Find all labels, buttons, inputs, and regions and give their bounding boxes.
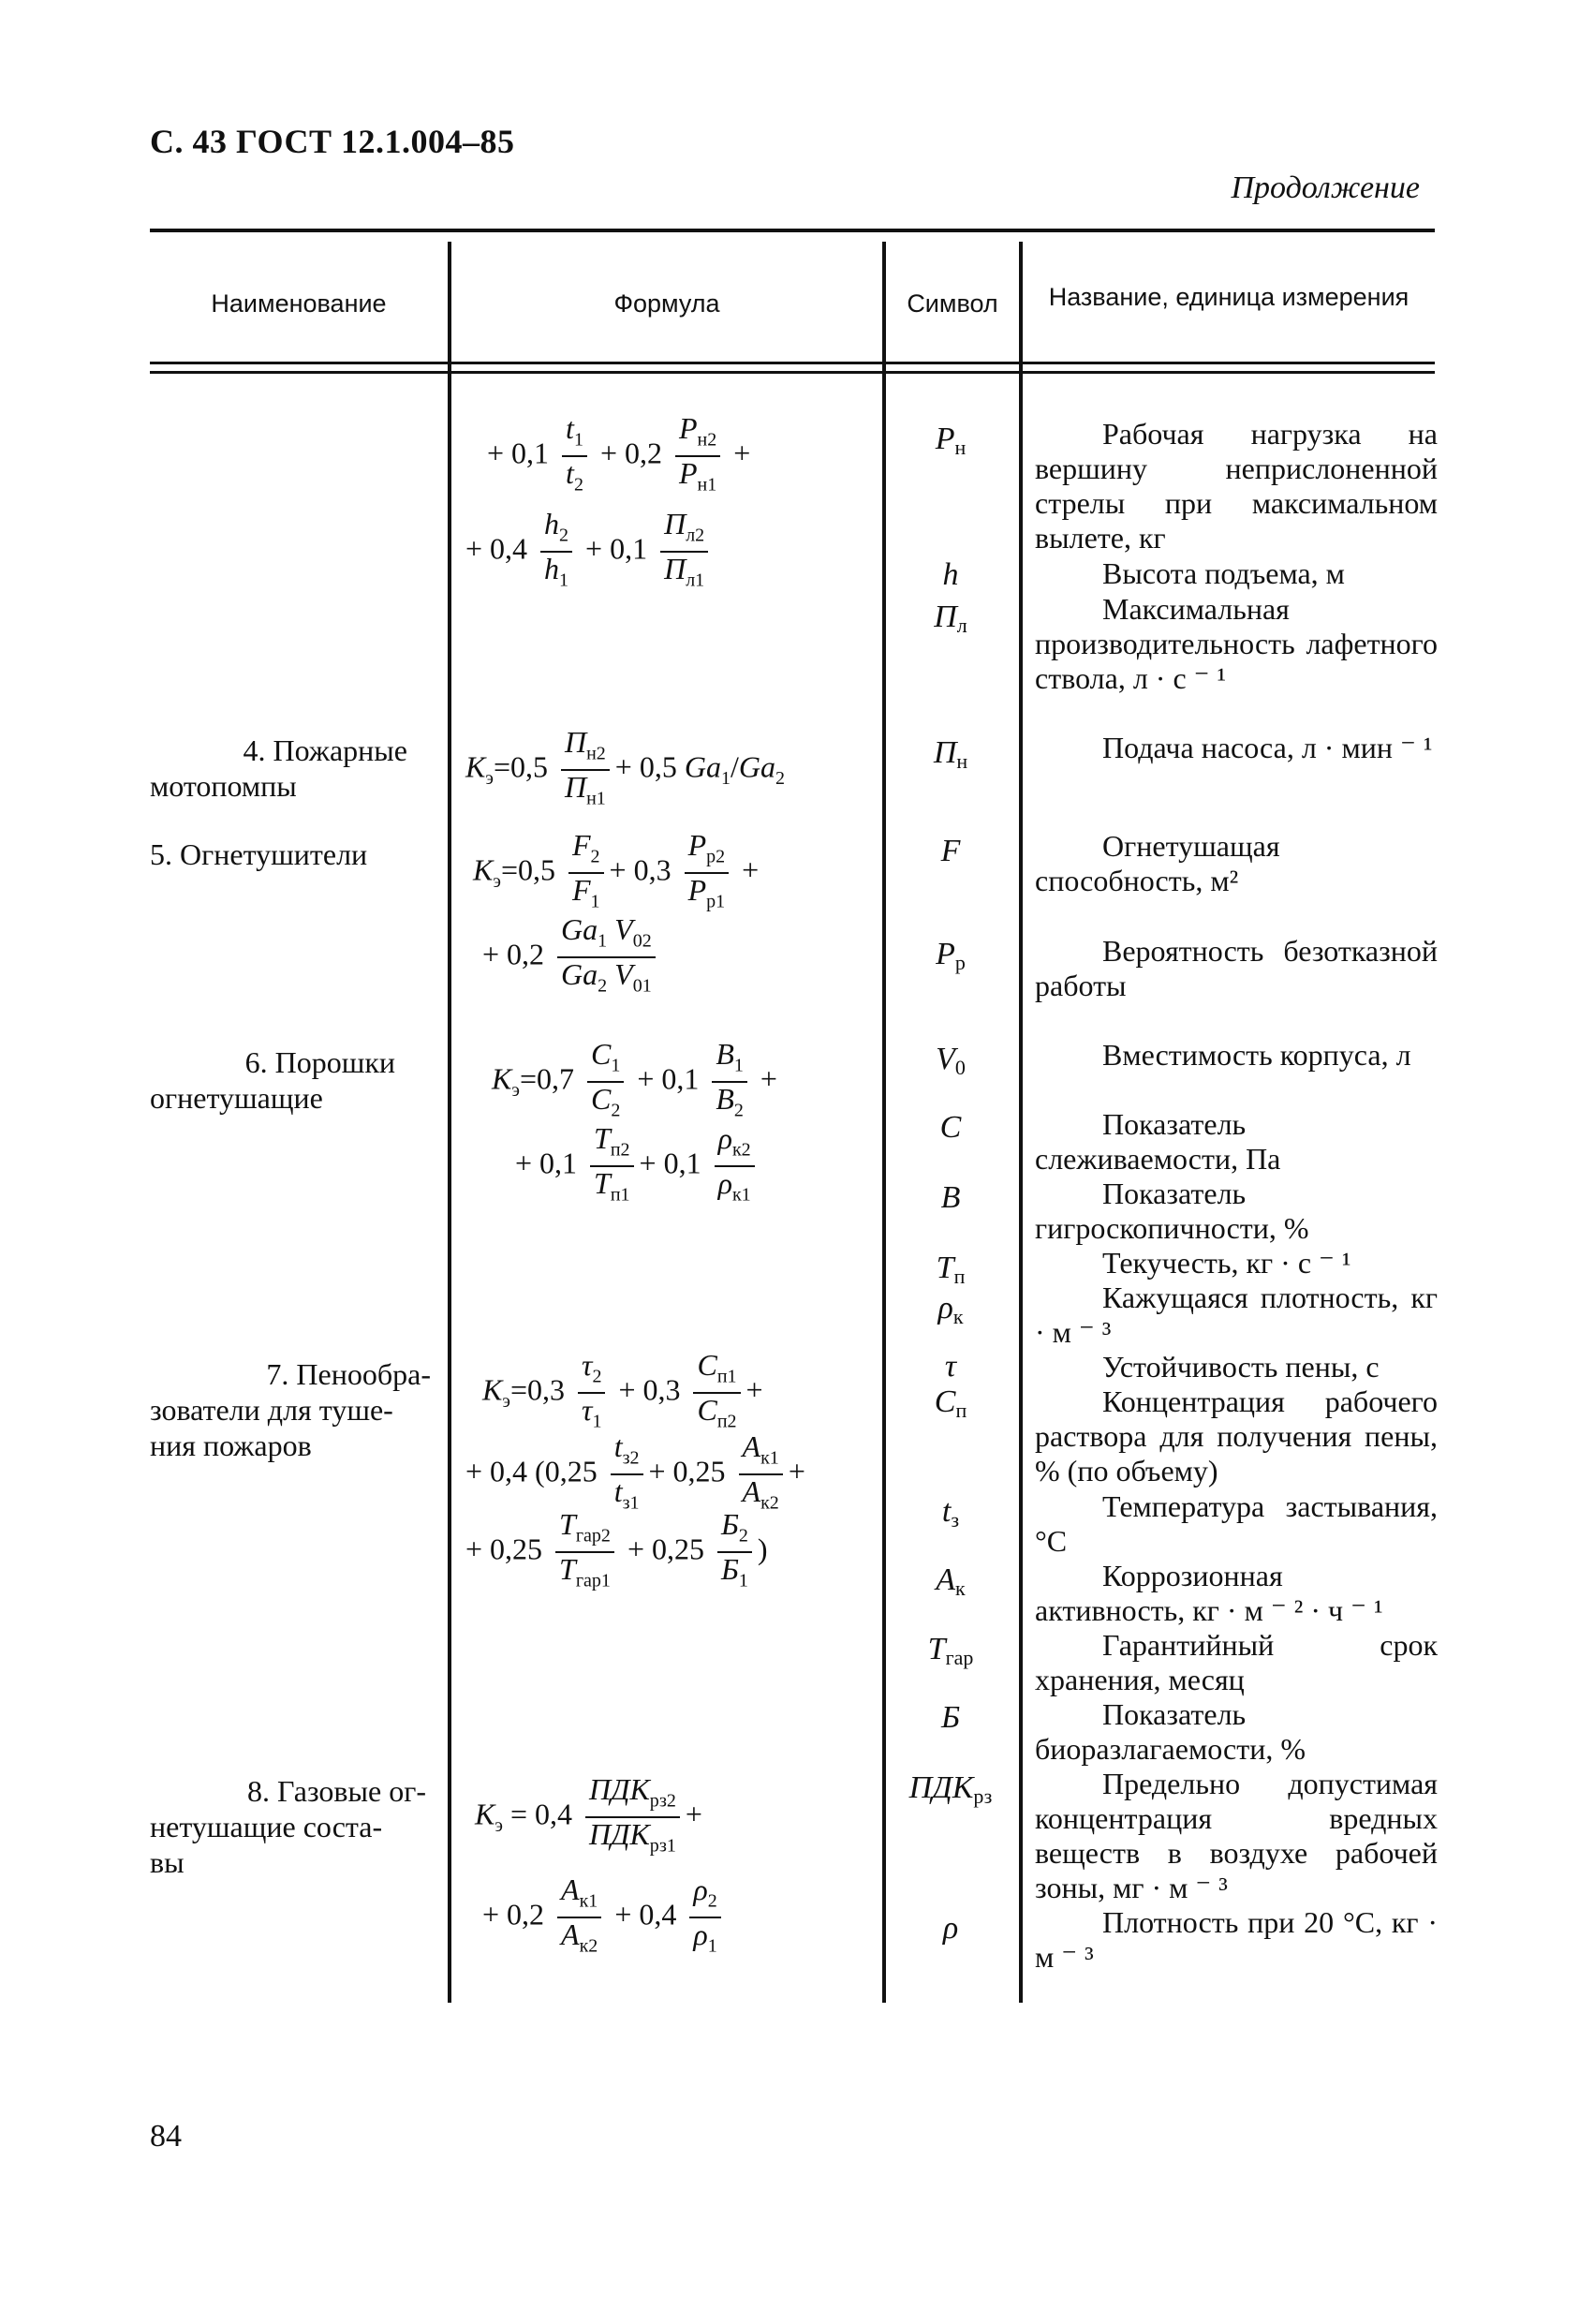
desc-max-productivity: Максимальная производительность лафетного ствола, л · с ⁻ ¹: [1035, 592, 1438, 695]
symbol-V0: $V_0$: [936, 1042, 966, 1079]
formula-row-7-line1: $K_э=0,3$ $\frac{\tau_2}{\tau_1}$ + 0,3 $C_{п1}$ $C_{п2}$ +: [482, 1349, 763, 1438]
col-head-desc: Название, единица измерения: [1048, 283, 1410, 311]
desc-lift-height: Высота подъема, м: [1102, 556, 1345, 590]
desc-density-20c: Плотность при 20 °С, кг · м ⁻ ³: [1035, 1905, 1438, 1974]
row-name-5: 5. Огнетушители: [150, 837, 368, 871]
symbol-F: F: [940, 834, 961, 868]
formula-row-8-line1: $K_э = 0,4$ $ПДК_{рз2}$ $ПДК_{рз1}$ +: [475, 1773, 702, 1862]
desc-fluidity: Текучесть, кг · с ⁻ ¹: [1102, 1246, 1351, 1280]
formula-cont-line1: + 0,1 $\frac{t_1}{t_2}$ + 0,2 $P_{н2}$ $P_{н1}$ +: [487, 412, 750, 501]
symbol-B: B: [940, 1180, 961, 1215]
symbol-rho-k: $\rho_к$: [937, 1291, 964, 1328]
desc-hygroscopicity: Показатель гигроскопичности, %: [1035, 1177, 1309, 1245]
desc-reliability: Вероятность безотказной работы: [1035, 934, 1438, 1002]
symbol-Ak: $A_к$: [936, 1562, 966, 1600]
symbol-Pp: $P_р$: [936, 937, 966, 974]
desc-mac: Предельно допустимая концентрация вредных веществ в воздухе рабочей зоны, мг · м ⁻ ³: [1035, 1767, 1438, 1904]
symbol-h: h: [942, 557, 959, 592]
column-divider-1: [448, 242, 451, 2003]
desc-caking: Показатель слеживаемости, Па: [1035, 1107, 1281, 1176]
col-head-symbol: Символ: [907, 289, 998, 318]
symbol-rho: ρ: [942, 1911, 959, 1946]
symbol-Cp: $C_п$: [934, 1384, 967, 1422]
symbol-PDK: $ПДК_{рз}$: [908, 1770, 993, 1808]
desc-apparent-density: Кажущаяся плотность, кг · м ⁻ ³: [1035, 1280, 1438, 1349]
formula-cont-line2: + 0,4 $\frac{h_2}{h_1}$ + 0,1 $П_{л2}$ $П_{л1}$: [465, 508, 714, 597]
formula-row-7-line3: + 0,25 $T_{гар2}$ $T_{гар1}$ + 0,25 $Б_2$ $Б_1$ ): [465, 1508, 768, 1597]
desc-extinguishing-ability: Огнетушащая способность, м²: [1035, 829, 1280, 897]
page-number: 84: [150, 2119, 182, 2154]
table-top-rule: [150, 229, 1435, 232]
header-rule-2: [150, 371, 1435, 374]
formula-row-6-line2: + 0,1 $T_{п2}$ $T_{п1}$ + 0,1 $\rho_{к2}$ $\rho_{к1}$: [515, 1122, 760, 1211]
row-name-7: 7. Пенообра- зователи для туше- ния пожаров: [150, 1357, 431, 1462]
formula-row-5-line1: $K_э=0,5$ $\frac{F_2}{F_1}$ + 0,3 $P_{р2}$ $P_{р1}$ +: [473, 829, 759, 918]
symbol-Tgar: $T_{гар}$: [927, 1632, 974, 1669]
formula-row-5-line2: + 0,2 $\frac{Ga_1 V_{02}}{Ga_2 V_{01}}$: [482, 913, 661, 1002]
desc-body-capacity: Вместимость корпуса, л: [1102, 1038, 1411, 1072]
row-name-4: 4. Пожарные мотопомпы: [150, 733, 407, 803]
desc-freezing-temp: Температура застывания, °С: [1035, 1489, 1438, 1558]
symbol-Bio: Б: [940, 1700, 961, 1735]
symbol-tz: $t_з$: [941, 1494, 960, 1532]
symbol-Pn: $P_н$: [935, 422, 967, 459]
desc-working-solution: Концентрация рабочего раствора для получения пены, % (по объему): [1035, 1384, 1438, 1488]
desc-biodegradability: Показатель биоразлагаемости, %: [1035, 1697, 1306, 1766]
symbol-C: C: [939, 1110, 962, 1145]
symbol-tau: τ: [944, 1349, 957, 1384]
header-rule-1: [150, 362, 1435, 364]
col-head-formula: Формула: [613, 289, 720, 318]
symbol-Pl: $П_л$: [934, 600, 967, 637]
column-divider-3: [1019, 242, 1023, 2003]
page-header: С. 43 ГОСТ 12.1.004–85: [150, 123, 515, 160]
row-name-8: 8. Газовые ог- нетушащие соста- вы: [150, 1774, 426, 1879]
symbol-Pn-pump: $П_н$: [933, 735, 968, 773]
col-head-name: Наименование: [211, 289, 387, 318]
formula-row-7-line2: + 0,4 (0,25 $t_{з2}$ $t_{з1}$ + 0,25 $A_{к1}$ $A_{к2}$ +: [465, 1430, 805, 1519]
formula-row-4: $K_э=0,5$ $П_{н2}$ $П_{н1}$ + 0,5 $Ga_1/Ga_2$: [465, 726, 785, 815]
desc-working-load: Рабочая нагрузка на вершину неприслоненной стрелы при максимальном вылете, кг: [1035, 417, 1438, 555]
desc-shelf-life: Гарантийный срок хранения, месяц: [1035, 1628, 1438, 1696]
formula-row-8-line2: + 0,2 $A_{к1}$ $A_{к2}$ + 0,4 $\frac{\rho_2}{\rho_1}$: [482, 1873, 727, 1962]
desc-pump-feed: Подача насоса, л · мин ⁻ ¹: [1102, 731, 1433, 764]
continuation-label: Продолжение: [1231, 170, 1420, 205]
symbol-Tp: $T_п$: [936, 1251, 966, 1288]
row-name-6: 6. Порошки огнетушащие: [150, 1045, 395, 1115]
desc-foam-stability: Устойчивость пены, с: [1102, 1350, 1380, 1384]
desc-corrosion: Коррозионная активность, кг · м ⁻ ² · ч ⁻ ¹: [1035, 1559, 1383, 1627]
formula-row-6-line1: $K_э=0,7$ $\frac{C_1}{C_2}$ + 0,1 $\frac{B_1}{B_2}$ +: [492, 1038, 777, 1127]
